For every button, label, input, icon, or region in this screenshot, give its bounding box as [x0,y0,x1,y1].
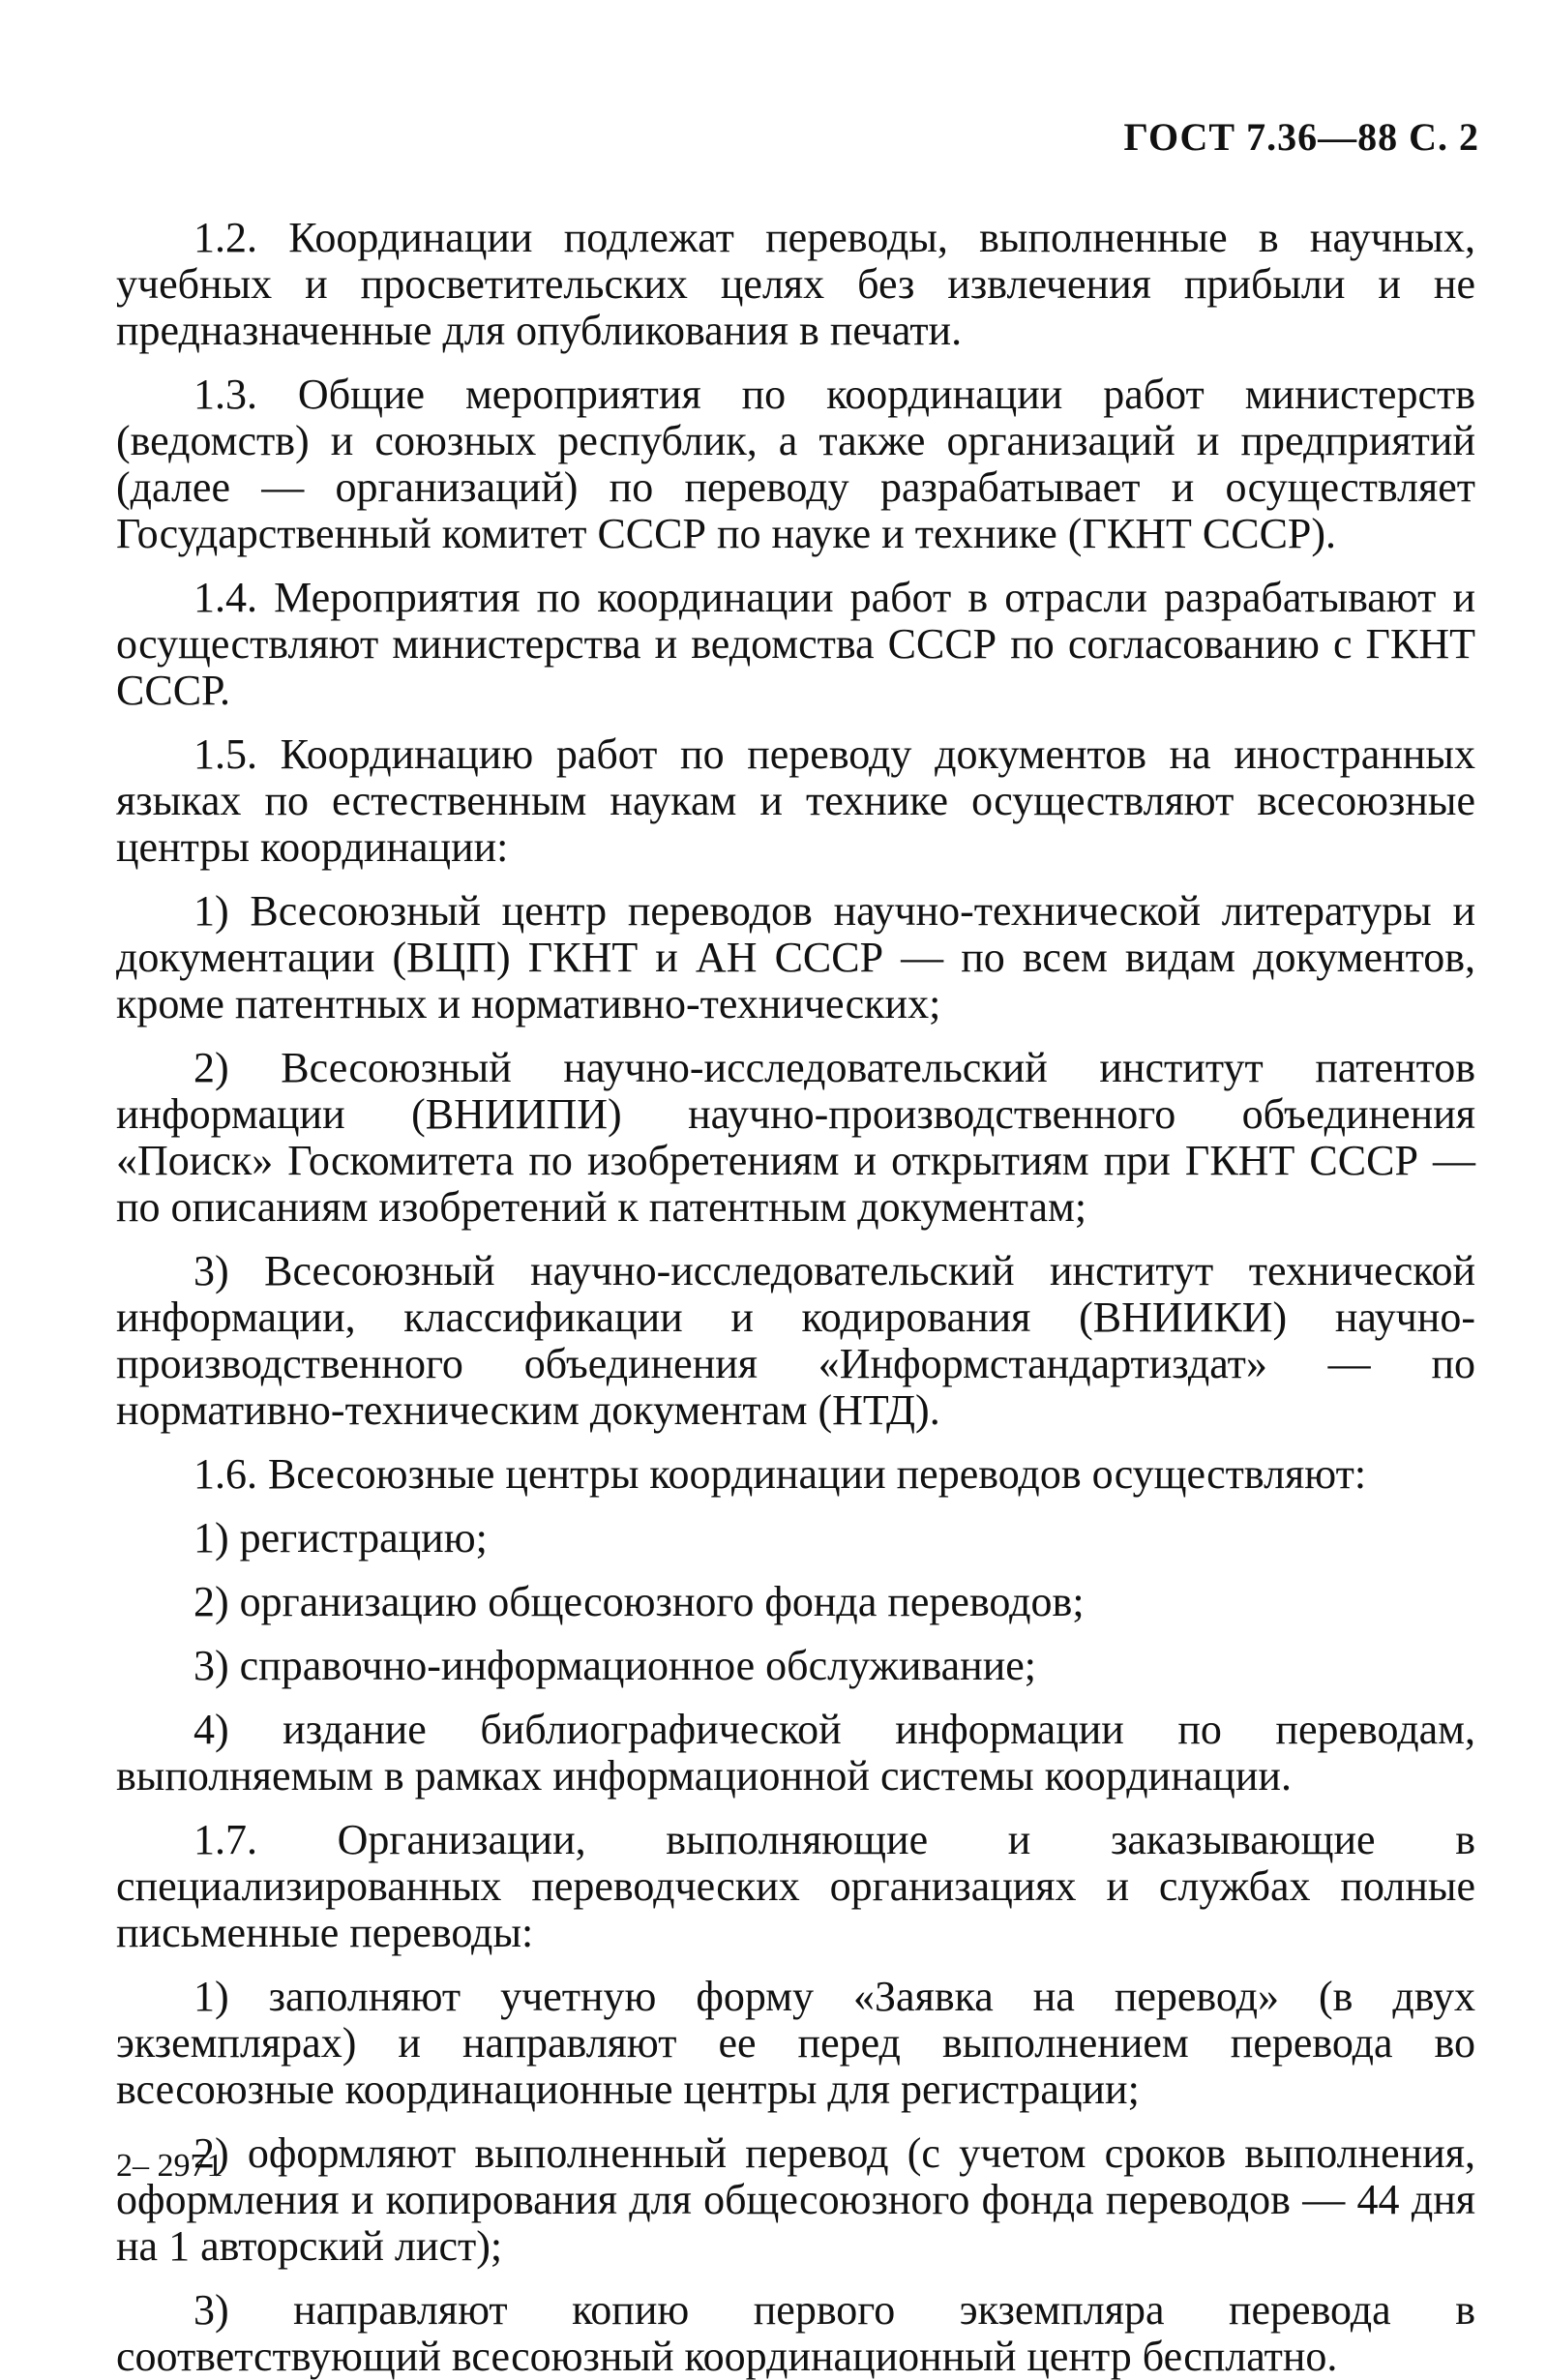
document-body [116,215,1475,2380]
paragraph-1-6: 1.6. Всесоюзные центры координации переводов осуществляют: [193,1450,1367,1498]
list-item-1-6-4: 4) издание библиографической информации по переводам, выполняемым в рамках информационной системы координации. [116,1706,1475,1800]
list-item-1-5-3: 3) Всесоюзный научно-исследовательский институт технической информации, классификации и кодирования (ВНИИКИ) научно-производственного объединения «Информстандартиздат» — по нормативно-техническим документам (НТД). [116,1247,1475,1434]
list-item-1-5-1: 1) Всесоюзный центр переводов научно-технической литературы и документации (ВЦП) ГКНТ и АН СССР — по всем видам документов, кроме патентных и нормативно-технических; [116,887,1475,1027]
list-item-1-6-3: 3) справочно-информационное обслуживание; [193,1642,1036,1689]
paragraph-1-4: 1.4. Мероприятия по координации работ в отрасли разрабатывают и осуществляют министерства и ведомства СССР по согласованию с ГКНТ СССР. [116,574,1475,714]
list-item-1-7-1: 1) заполняют учетную форму «Заявка на перевод» (в двух экземплярах) и направляют ее перед выполнением перевода во всесоюзные координационные центры для регистрации; [116,1973,1475,2113]
list-item-1-5-2: 2) Всесоюзный научно-исследовательский институт патентов информации (ВНИИПИ) научно-производственного объединения «Поиск» Госкомитета по изобретениям и открытиям при ГКНТ СССР — по описаниям изобретений к патентным документам; [116,1044,1475,1231]
paragraph-1-3: 1.3. Общие мероприятия по координации работ министерств (ведомств) и союзных республик, а также организаций и предприятий (далее — организаций) по переводу разрабатывает и осуществляет Государственный комитет СССР по науке и технике (ГКНТ СССР). [116,371,1475,557]
paragraph-1-2: 1.2. Координации подлежат переводы, выполненные в научных, учебных и просветительских целях без извлечения прибыли и не предназначенные для опубликования в печати. [116,214,1475,354]
list-item-1-7-2: 2) оформляют выполненный перевод (с учетом сроков выполнения, оформления и копирования для общесоюзного фонда переводов — 44 дня на 1 авторский лист); [116,2129,1475,2270]
list-item-1-6-2: 2) организацию общесоюзного фонда переводов; [193,1578,1085,1625]
list-item-1-7-3: 3) направляют копию первого экземпляра перевода в соответствующий всесоюзный координационный центр бесплатно. [116,2286,1475,2380]
page-header: ГОСТ 7.36—88 С. 2 [1123,115,1479,159]
paragraph-1-7: 1.7. Организации, выполняющие и заказывающие в специализированных переводческих организациях и службах полные письменные переводы: [116,1816,1475,1956]
list-item-1-6-1: 1) регистрацию; [193,1514,488,1562]
paragraph-1-5: 1.5. Координацию работ по переводу документов на иностранных языках по естественным наукам и технике осуществляют всесоюзные центры координации: [116,730,1475,871]
page-footer-signature: 2– 2971 [116,2148,223,2184]
